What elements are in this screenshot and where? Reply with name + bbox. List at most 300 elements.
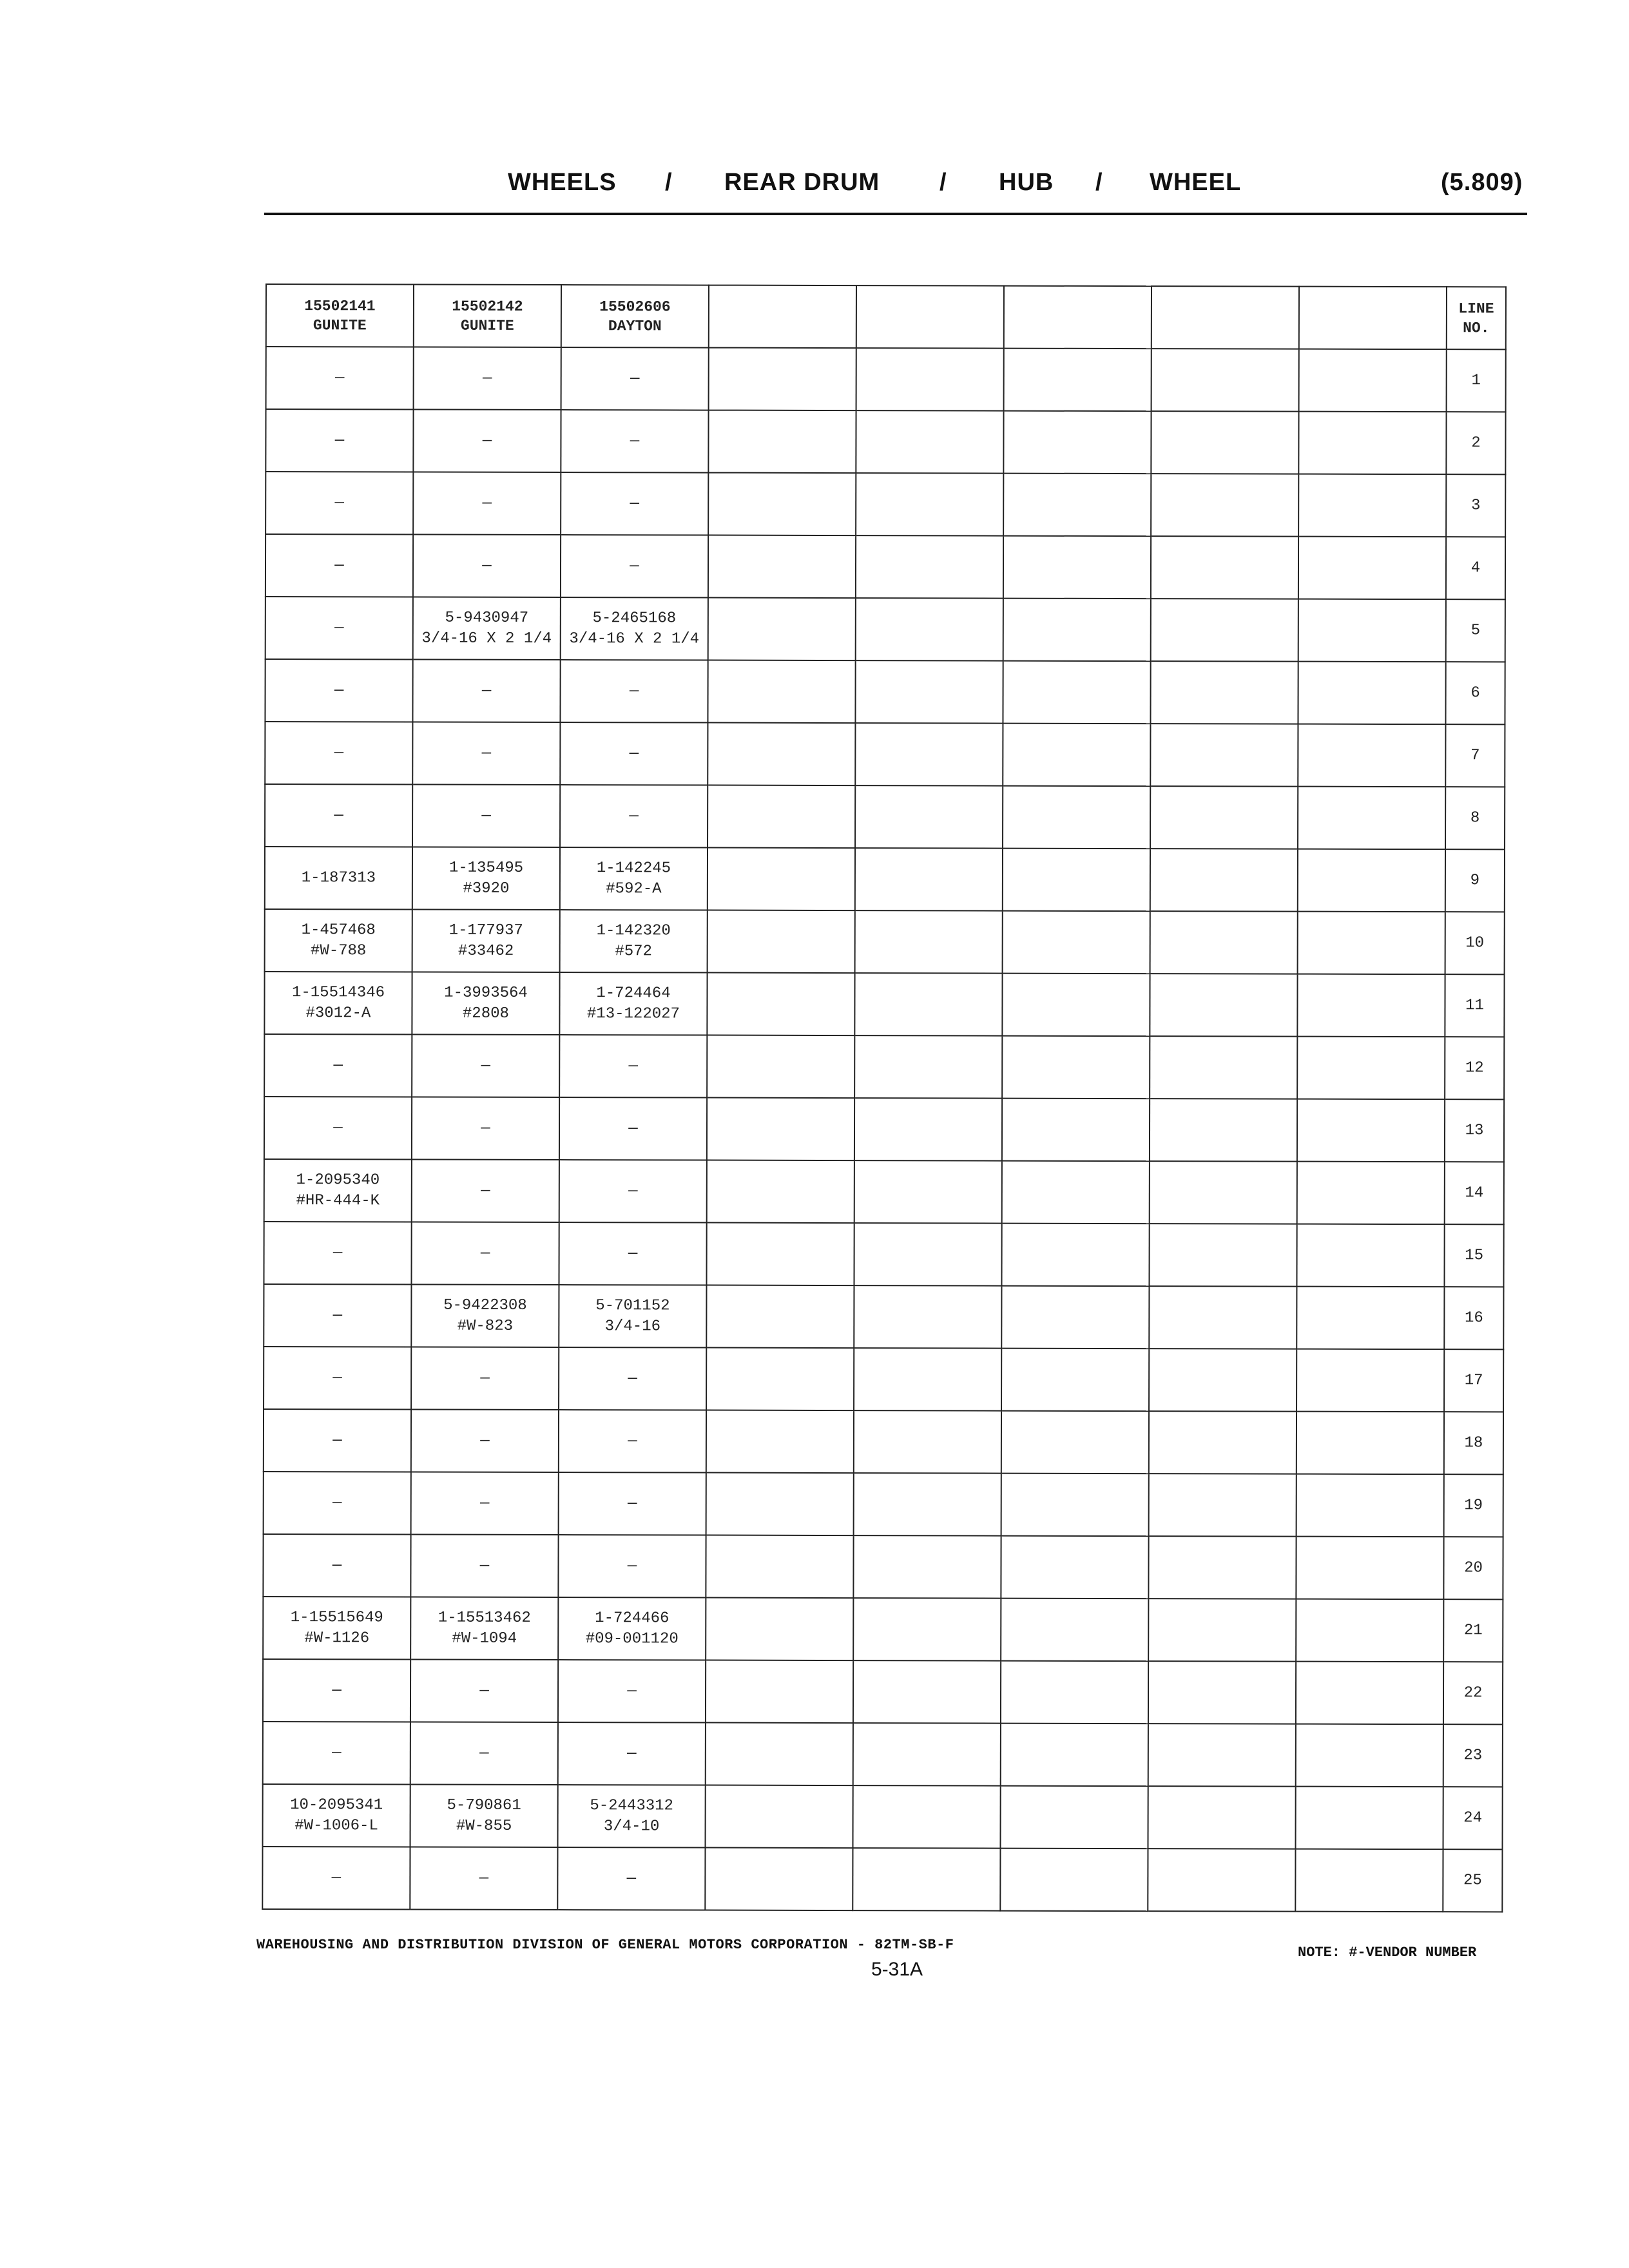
table-cell <box>853 1535 1001 1599</box>
not-applicable-mark: — <box>482 494 492 512</box>
table-cell <box>265 847 412 910</box>
part-entry: 5-2465168 <box>592 609 677 627</box>
table-cell <box>855 660 1003 724</box>
part-entry: 1-142320 <box>596 921 671 939</box>
table-cell <box>1297 1099 1445 1162</box>
part-entry: 1-15515649 <box>290 1608 383 1626</box>
table-cell <box>1150 974 1297 1037</box>
not-applicable-mark: — <box>333 1431 342 1449</box>
part-entry: #W-855 <box>456 1817 512 1835</box>
part-entry: 5-2443312 <box>590 1796 673 1814</box>
header-separator: / <box>1095 169 1103 196</box>
table-cell <box>262 1847 410 1910</box>
line-number: 6 <box>1445 662 1505 724</box>
part-entry: #592-A <box>606 879 662 898</box>
line-number: 9 <box>1445 849 1505 912</box>
column-header <box>1152 286 1299 349</box>
part-number: 15502141 <box>304 297 376 314</box>
not-applicable-mark: — <box>628 1369 637 1387</box>
table-cell <box>264 1472 411 1535</box>
table-cell <box>264 1409 411 1472</box>
table-cell <box>1003 599 1151 662</box>
table-cell <box>1295 1849 1443 1912</box>
table-cell <box>263 1659 410 1722</box>
not-applicable-mark: — <box>482 369 492 387</box>
table-cell <box>264 1284 411 1347</box>
table-cell <box>854 973 1002 1036</box>
table-row <box>265 784 1505 849</box>
table-cell <box>559 1035 707 1098</box>
table-cell <box>1296 1662 1443 1725</box>
part-entry: 1-2095340 <box>296 1171 380 1189</box>
table-cell <box>559 1160 707 1223</box>
not-applicable-mark: — <box>481 744 492 762</box>
table-cell <box>1001 1599 1148 1662</box>
table-cell <box>264 1222 411 1285</box>
table-cell <box>706 1410 854 1474</box>
table-cell <box>708 723 855 786</box>
table-cell <box>1001 1349 1149 1412</box>
table-cell <box>265 784 412 847</box>
table-cell <box>707 1160 854 1224</box>
not-applicable-mark: — <box>630 432 640 450</box>
not-applicable-mark: — <box>331 1869 342 1887</box>
table-cell <box>413 410 561 473</box>
table-row <box>264 1284 1503 1349</box>
table-row <box>265 534 1505 599</box>
table-cell <box>1003 661 1150 724</box>
not-applicable-mark: — <box>480 1369 490 1387</box>
not-applicable-mark: — <box>332 1681 342 1699</box>
table-cell <box>853 1848 1000 1911</box>
table-cell <box>1298 412 1446 475</box>
table-cell <box>264 1034 412 1097</box>
table-cell <box>706 1348 854 1411</box>
table-cell <box>413 472 561 535</box>
table-cell <box>705 1785 853 1849</box>
line-number: 16 <box>1444 1287 1503 1349</box>
part-entry: #HR-444-K <box>296 1191 380 1209</box>
table-cell <box>1001 1286 1149 1349</box>
table-cell <box>1298 912 1445 975</box>
table-row <box>262 1784 1502 1849</box>
column-header <box>1004 286 1152 349</box>
column-header <box>414 285 561 348</box>
not-applicable-mark: — <box>481 807 491 825</box>
not-applicable-mark: — <box>480 1244 490 1262</box>
table-cell <box>706 1473 854 1536</box>
table-row <box>266 347 1506 412</box>
table-cell <box>1002 1161 1150 1224</box>
part-number: 15502142 <box>452 298 523 315</box>
table-cell <box>414 347 561 410</box>
table-cell <box>706 1723 853 1786</box>
table-cell <box>1298 537 1446 600</box>
table-cell <box>265 597 413 660</box>
table-cell <box>265 534 413 597</box>
table-cell <box>853 1660 1001 1724</box>
line-number: 17 <box>1444 1349 1503 1412</box>
not-applicable-mark: — <box>481 1182 490 1200</box>
table-cell <box>265 409 413 472</box>
table-cell <box>1148 1724 1296 1787</box>
table-cell <box>412 785 560 848</box>
table-cell <box>266 347 414 410</box>
table-cell <box>411 1347 559 1410</box>
table-cell <box>1001 1411 1149 1474</box>
table-cell <box>854 1285 1001 1349</box>
part-entry: 1-457468 <box>301 921 376 939</box>
table-cell <box>1152 349 1299 412</box>
table-cell <box>1151 599 1298 662</box>
header-separator: / <box>665 169 673 196</box>
table-cell <box>1296 1599 1443 1662</box>
table-row <box>264 1222 1503 1287</box>
table-cell <box>559 1285 706 1348</box>
table-cell <box>561 347 709 410</box>
table-cell <box>1001 1474 1149 1537</box>
part-entry: 1-15513462 <box>438 1609 531 1627</box>
not-applicable-mark: — <box>627 1744 637 1762</box>
page-number: 5-31A <box>871 1959 923 1980</box>
table-cell <box>1150 1036 1297 1099</box>
table-cell <box>263 1722 410 1785</box>
not-applicable-mark: — <box>628 1119 638 1137</box>
not-applicable-mark: — <box>628 1057 638 1075</box>
not-applicable-mark: — <box>628 1244 638 1262</box>
page-header <box>264 169 1527 207</box>
table-cell <box>1001 1536 1148 1599</box>
column-header <box>1299 287 1447 350</box>
table-cell <box>1001 1724 1148 1787</box>
table-row <box>263 1534 1503 1599</box>
line-number: 13 <box>1445 1099 1504 1162</box>
column-header <box>266 284 414 347</box>
manufacturer: GUNITE <box>460 317 514 334</box>
table-cell <box>1148 1849 1295 1912</box>
not-applicable-mark: — <box>334 806 343 824</box>
table-row <box>264 1034 1504 1099</box>
part-entry: 5-9422308 <box>443 1296 527 1314</box>
not-applicable-mark: — <box>333 1119 343 1137</box>
table-cell <box>1296 1224 1444 1287</box>
not-applicable-mark: — <box>480 1432 490 1450</box>
table-cell <box>410 1660 558 1723</box>
part-entry: 1-15514346 <box>291 983 385 1001</box>
table-cell <box>855 723 1003 786</box>
line-number: 19 <box>1444 1474 1503 1537</box>
line-number: 23 <box>1443 1724 1503 1787</box>
table-cell <box>1299 349 1447 412</box>
table-cell <box>412 847 560 910</box>
line-number-header-text: LINE <box>1458 300 1494 317</box>
table-cell <box>1297 974 1445 1037</box>
table-cell <box>1149 1286 1296 1349</box>
part-entry: 1-724466 <box>595 1609 670 1627</box>
part-entry: 5-701152 <box>595 1296 670 1314</box>
table-cell <box>1003 536 1151 599</box>
table-cell <box>1151 411 1298 474</box>
table-cell <box>708 785 855 849</box>
table-cell <box>856 535 1003 599</box>
part-entry: #W-1126 <box>304 1629 370 1647</box>
header-rule <box>264 213 1527 215</box>
table-cell <box>1003 911 1150 974</box>
not-applicable-mark: — <box>334 431 345 449</box>
not-applicable-mark: — <box>630 494 639 512</box>
table-cell <box>559 972 707 1035</box>
table-cell <box>262 1784 410 1847</box>
parts-table <box>262 284 1507 1912</box>
table-cell <box>1150 661 1298 724</box>
line-number: 18 <box>1444 1412 1503 1474</box>
table-cell <box>1298 474 1446 537</box>
table-cell <box>1003 849 1150 912</box>
table-cell <box>1150 1099 1297 1162</box>
section-number: (5.809) <box>1441 169 1523 196</box>
column-header <box>561 285 709 348</box>
table-cell <box>1298 849 1445 912</box>
not-applicable-mark: — <box>334 681 344 699</box>
table-cell <box>558 1722 706 1785</box>
table-row <box>265 909 1505 974</box>
line-number: 15 <box>1444 1224 1503 1287</box>
table-cell <box>561 597 708 660</box>
part-entry: #572 <box>615 942 652 960</box>
part-entry: #3920 <box>463 879 510 898</box>
table-cell <box>561 535 708 598</box>
table-cell <box>1150 911 1298 974</box>
table-cell <box>708 473 856 536</box>
table-cell <box>1149 1474 1296 1537</box>
header-hub: HUB <box>999 169 1054 196</box>
table-cell <box>1148 1599 1296 1662</box>
table-cell <box>560 785 708 848</box>
table-cell <box>855 848 1003 911</box>
table-cell <box>1295 1787 1443 1850</box>
part-entry: 1-3993564 <box>444 984 528 1002</box>
table-cell <box>264 1347 411 1410</box>
table-cell <box>1296 1412 1444 1475</box>
line-number: 3 <box>1446 474 1505 537</box>
table-cell <box>856 473 1003 536</box>
table-row <box>263 1659 1503 1724</box>
not-applicable-mark: — <box>333 1369 342 1387</box>
table-cell <box>263 1597 410 1660</box>
not-applicable-mark: — <box>334 494 344 512</box>
column-header <box>709 285 856 349</box>
table-cell <box>1150 786 1298 849</box>
table-cell <box>559 1472 706 1535</box>
table-row <box>264 972 1504 1037</box>
table-cell <box>412 1035 559 1098</box>
line-number: 24 <box>1443 1787 1502 1849</box>
footer-publisher: WAREHOUSING AND DISTRIBUTION DIVISION OF GENERAL MOTORS CORPORATION - 82TM-SB-F <box>256 1937 954 1953</box>
table-cell <box>558 1535 706 1598</box>
table-cell <box>854 1160 1002 1224</box>
table-cell <box>1002 1036 1150 1099</box>
line-number: 10 <box>1445 912 1505 974</box>
part-entry: 1-142245 <box>596 859 671 877</box>
table-cell <box>1297 1162 1445 1225</box>
part-entry: #W-1006-L <box>294 1816 378 1834</box>
footer-note: NOTE: #-VENDOR NUMBER <box>1298 1945 1477 1961</box>
not-applicable-mark: — <box>482 432 492 450</box>
table-cell <box>1296 1349 1444 1412</box>
not-applicable-mark: — <box>481 1119 490 1137</box>
not-applicable-mark: — <box>332 1494 342 1512</box>
table-cell <box>705 1848 853 1911</box>
line-number: 25 <box>1443 1849 1502 1912</box>
table-cell <box>708 598 856 661</box>
table-cell <box>854 1098 1002 1161</box>
table-cell <box>1296 1724 1443 1787</box>
table-cell <box>1298 787 1445 850</box>
table-cell <box>1149 1224 1296 1287</box>
part-entry: #09-001120 <box>585 1629 679 1648</box>
part-number: 15502606 <box>599 298 671 315</box>
table-cell <box>1298 724 1445 787</box>
line-number: 21 <box>1443 1599 1503 1662</box>
table-row <box>263 1722 1503 1787</box>
table-cell <box>264 972 412 1035</box>
table-cell <box>413 597 561 660</box>
table-row <box>264 1159 1504 1224</box>
header-wheels: WHEELS <box>508 169 617 196</box>
table-cell <box>411 1222 559 1285</box>
part-entry: #33462 <box>458 942 514 960</box>
not-applicable-mark: — <box>479 1869 489 1887</box>
table-cell <box>706 1535 853 1599</box>
not-applicable-mark: — <box>629 807 639 825</box>
part-entry: 1-177937 <box>448 921 523 939</box>
not-applicable-mark: — <box>479 1494 490 1512</box>
table-cell <box>560 910 708 973</box>
table-cell <box>265 472 413 535</box>
table-cell <box>1003 474 1151 537</box>
table-cell <box>706 1285 854 1349</box>
manufacturer: GUNITE <box>313 316 367 334</box>
table-cell <box>856 410 1003 474</box>
table-cell <box>1002 974 1150 1037</box>
line-number: 20 <box>1443 1537 1503 1599</box>
header-rear-drum: REAR DRUM <box>724 169 880 196</box>
table-cell <box>854 1223 1001 1286</box>
table-cell <box>265 722 412 785</box>
table-cell <box>855 910 1003 974</box>
table-cell <box>558 1660 706 1723</box>
table-row <box>264 1097 1504 1162</box>
table-cell <box>559 1347 706 1410</box>
table-cell <box>1150 849 1298 912</box>
line-number: 22 <box>1443 1662 1503 1724</box>
table-cell <box>264 1159 412 1222</box>
part-entry: #W-788 <box>310 941 367 959</box>
not-applicable-mark: — <box>626 1869 637 1887</box>
table-cell <box>559 1097 707 1160</box>
table-cell <box>1298 662 1445 725</box>
part-entry: #W-1094 <box>452 1629 517 1648</box>
table-cell <box>560 847 708 910</box>
not-applicable-mark: — <box>333 1056 343 1074</box>
table-cell <box>410 1785 557 1848</box>
table-cell <box>411 1410 559 1473</box>
table-cell <box>560 660 708 723</box>
part-entry: 1-187313 <box>301 869 376 887</box>
part-entry: #3012-A <box>305 1004 371 1022</box>
table-cell <box>1296 1537 1443 1600</box>
not-applicable-mark: — <box>628 1432 637 1450</box>
not-applicable-mark: — <box>481 1057 490 1075</box>
table-cell <box>706 1598 853 1661</box>
table-cell <box>410 1597 558 1660</box>
part-entry: 5-790861 <box>447 1796 521 1814</box>
line-number: 14 <box>1445 1162 1504 1224</box>
not-applicable-mark: — <box>482 557 492 575</box>
table-cell <box>413 535 561 598</box>
table-cell <box>854 1410 1001 1474</box>
table-cell <box>1003 724 1150 787</box>
part-entry: 5-9430947 <box>445 609 529 627</box>
table-cell <box>560 722 708 785</box>
table-cell <box>412 722 560 785</box>
table-cell <box>708 410 856 474</box>
table-cell <box>706 1223 854 1286</box>
table-row <box>265 409 1505 474</box>
line-number: 4 <box>1446 537 1505 599</box>
line-number: 5 <box>1446 599 1505 662</box>
table-cell <box>853 1785 1000 1849</box>
part-entry: 1-724464 <box>596 984 671 1002</box>
table-cell <box>1001 1661 1148 1724</box>
table-cell <box>410 1847 557 1910</box>
part-entry: 3/4-16 X 2 1/4 <box>569 629 700 648</box>
table-cell <box>264 1097 412 1160</box>
line-number-header-text: NO. <box>1463 319 1490 336</box>
part-entry: 10-2095341 <box>290 1796 383 1814</box>
table-row <box>265 597 1505 662</box>
table-cell <box>263 1534 410 1597</box>
table-cell <box>1001 1224 1149 1287</box>
table-cell <box>411 1472 559 1535</box>
not-applicable-mark: — <box>334 619 344 637</box>
table-cell <box>561 410 708 473</box>
table-cell <box>1296 1474 1444 1537</box>
table-cell <box>707 973 854 1036</box>
part-entry: #W-823 <box>457 1317 514 1335</box>
part-entry: 1-135495 <box>448 859 524 877</box>
line-number: 11 <box>1445 974 1504 1037</box>
table-cell <box>707 1035 854 1099</box>
table-cell <box>557 1785 705 1848</box>
table-row <box>265 659 1505 724</box>
table-row <box>262 1847 1502 1912</box>
table-cell <box>707 1098 854 1161</box>
table-cell <box>1151 536 1298 599</box>
not-applicable-mark: — <box>629 682 639 700</box>
table-cell <box>1151 474 1298 537</box>
not-applicable-mark: — <box>481 682 492 700</box>
table-cell <box>265 909 412 972</box>
not-applicable-mark: — <box>334 556 344 574</box>
table-cell <box>1149 1349 1296 1412</box>
table-cell <box>708 660 855 724</box>
part-entry: #2808 <box>462 1004 509 1023</box>
table-row <box>265 472 1505 537</box>
not-applicable-mark: — <box>628 1182 638 1200</box>
table-cell <box>708 535 856 599</box>
table-cell <box>411 1285 559 1348</box>
